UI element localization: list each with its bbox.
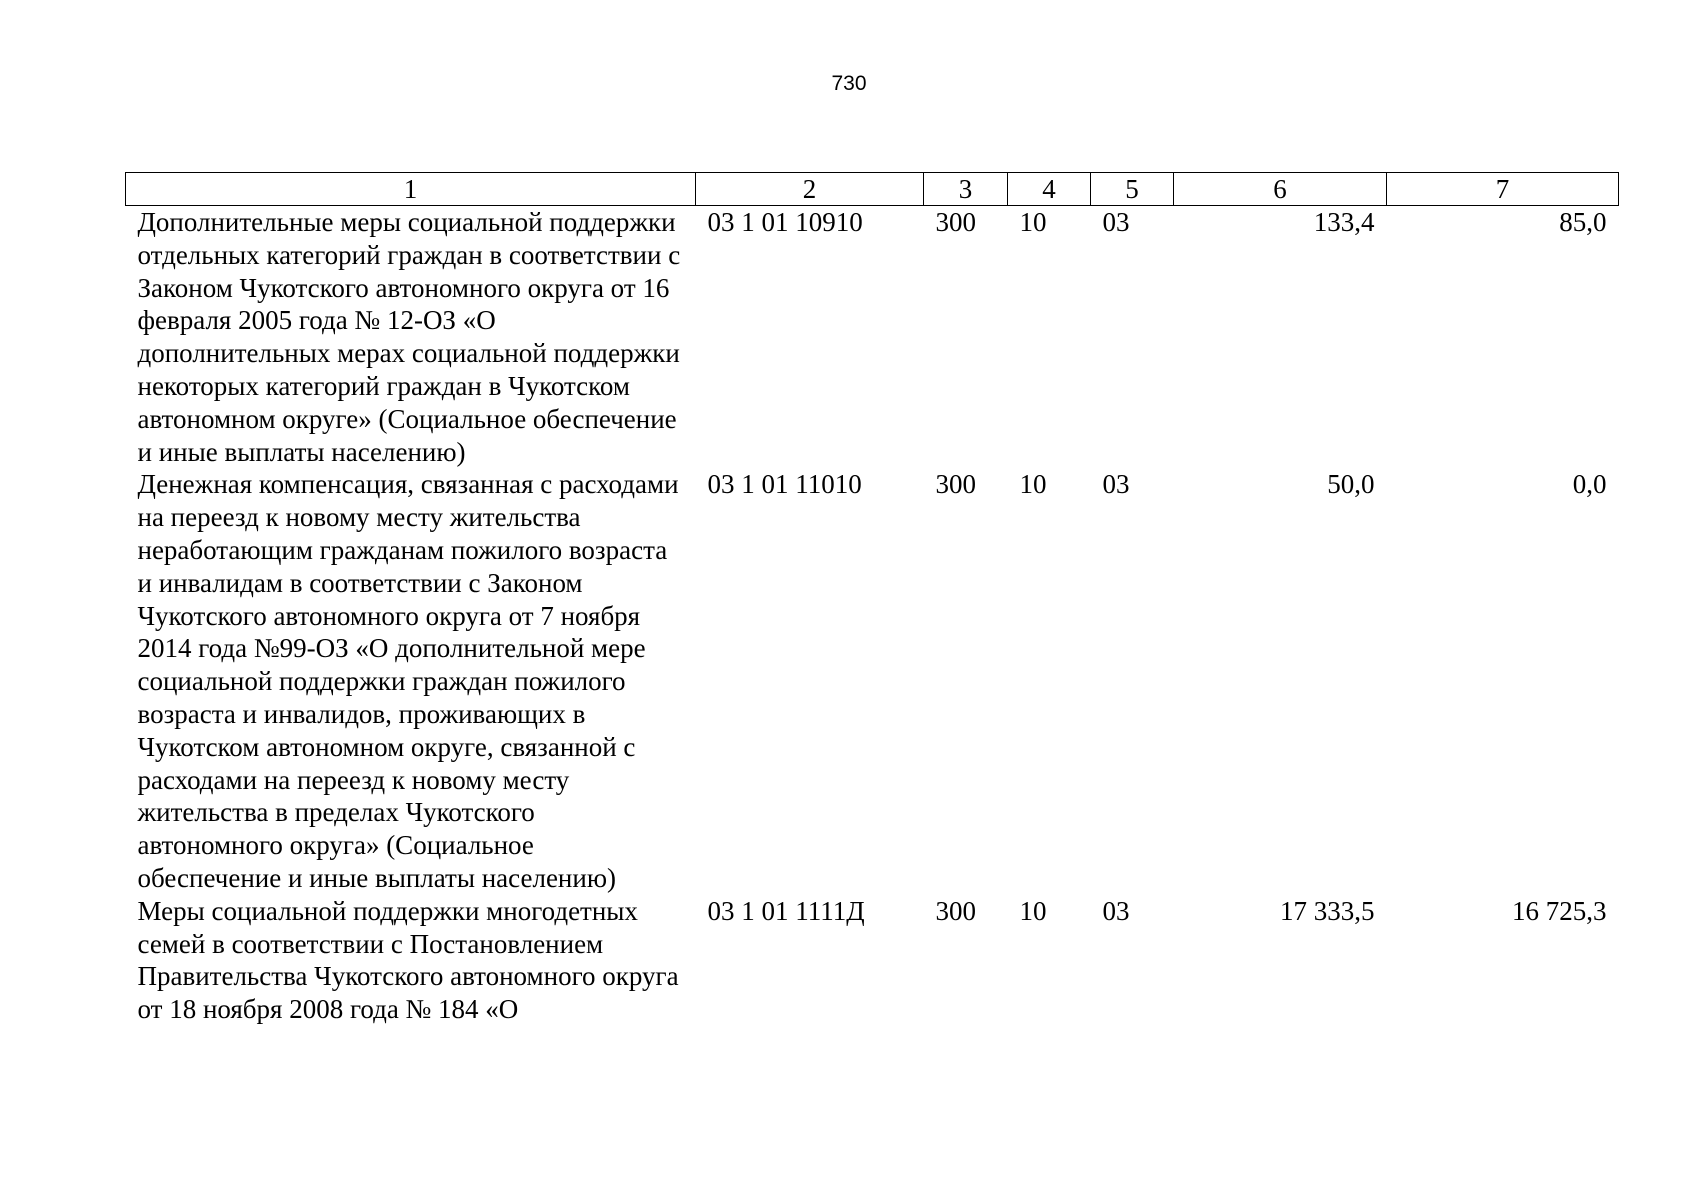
row-code: 03 1 01 10910: [707, 207, 863, 237]
row-col4: 10: [1019, 895, 1047, 926]
row-description: Дополнительные меры социальной поддержки отдельных категорий граждан в соответствии с Законом Чукотского автономного округа от 16 февраля 2005 года № 12-ОЗ «О дополнительных мерах социальной поддержки некоторых категорий граждан в Чукотском автономном округе» (Социальное обеспечение и иные выплаты населению): [137, 207, 681, 467]
column-header-5: 5: [1091, 173, 1174, 206]
row-col6: 133,4: [1313, 207, 1375, 237]
column-header-6: 6: [1174, 173, 1387, 206]
table-row: [126, 895, 1619, 1026]
row-col7: 16 725,3: [1512, 895, 1607, 926]
row-col5: 03: [1102, 895, 1130, 926]
header-row: [126, 173, 1619, 206]
row-code: 03 1 01 11010: [707, 469, 862, 500]
row-col7: 85,0: [1559, 207, 1607, 237]
column-header-7: 7: [1387, 173, 1619, 206]
row-description: Денежная компенсация, связанная с расходами на переезд к новому месту жительства неработающим гражданам пожилого возраста и инвалидам в соответствии с Законом Чукотского автономного округа от 7 ноября 2014 года №99-ОЗ «О дополнительной мере социальной поддержки граждан пожилого возраста и инвалидов, проживающих в Чукотском автономном округе, связанной с расходами на переезд к новому месту жительства в пределах Чукотского автономного округа» (Социальное обеспечение и иные выплаты населению): [137, 469, 679, 893]
column-header-4: 4: [1008, 173, 1091, 206]
row-description: Меры социальной поддержки многодетных семей в соответствии с Постановлением Правительства Чукотского автономного округа от 18 ноября 2008 года № 184 «О: [137, 895, 679, 1025]
row-col6: 17 333,5: [1280, 895, 1375, 926]
row-col4: 10: [1019, 469, 1047, 500]
column-header-1: 1: [126, 173, 696, 206]
column-header-2: 2: [696, 173, 924, 206]
row-col5: 03: [1102, 469, 1130, 500]
table-row: [126, 468, 1619, 894]
row-col3: 300: [935, 207, 976, 237]
row-col4: 10: [1019, 207, 1047, 237]
table-body: [126, 206, 1619, 1026]
row-col3: 300: [935, 469, 976, 500]
row-col5: 03: [1102, 207, 1130, 237]
table-header: [126, 173, 1619, 206]
table-row: [126, 206, 1619, 469]
page-number: 730: [831, 72, 867, 95]
budget-table: [125, 172, 1619, 1026]
column-header-3: 3: [924, 173, 1008, 206]
row-col3: 300: [935, 895, 976, 926]
row-code: 03 1 01 1111Д: [707, 895, 865, 926]
row-col6: 50,0: [1327, 469, 1375, 500]
row-col7: 0,0: [1572, 469, 1607, 500]
